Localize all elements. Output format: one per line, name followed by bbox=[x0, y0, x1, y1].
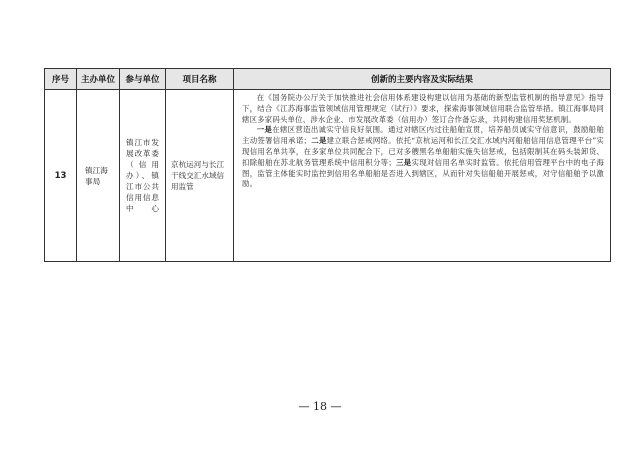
point-2-lead: 二是 bbox=[311, 136, 327, 146]
point-1-lead: 一是 bbox=[256, 125, 273, 135]
header-content: 创新的主要内容及实际结果 bbox=[234, 69, 611, 90]
header-seq: 序号 bbox=[45, 69, 77, 90]
point-3-text: 实现对信用名单实时监管。依托信用管理平台中的电子海图，监管主体能实时监控到信用名单船舶是否进入到辖区，从而针对失信船舶开展惩戒，对守信船舶予以激励。 bbox=[242, 157, 604, 189]
point-3-lead: 三是 bbox=[395, 157, 412, 167]
table-header-row bbox=[45, 69, 611, 90]
row-host: 镇江海事局 bbox=[77, 90, 120, 262]
header-participants: 参与单位 bbox=[120, 69, 166, 90]
row-participants: 镇江市发展改革委（信用办）、镇江市公共信用信息中心 bbox=[120, 90, 166, 262]
content-points bbox=[242, 125, 604, 190]
point-1-text: 在辖区营造出诚实守信良好氛围。通过对辖区内过往船舶宣贯，培养船员诚实守信意识，鼓励船舶主动签署信用承诺； bbox=[242, 125, 604, 146]
table-row bbox=[45, 90, 611, 262]
header-host: 主办单位 bbox=[77, 69, 120, 90]
project-table bbox=[44, 68, 611, 262]
row-seq: 13 bbox=[45, 90, 77, 262]
row-project: 京杭运河与长江干线交汇水域信用监管 bbox=[166, 90, 234, 262]
page-number: — 18 — bbox=[298, 400, 342, 413]
point-2-text: 建立联合惩戒网络。依托“京杭运河和长江交汇水域内河船舶信用信息管理平台”实现信用名单共享，在多家单位共同配合下，已对多艘黑名单船舶实施失信惩戒，包括限制其在码头装卸货、扣除船舶在苏北航务管理系统中信用积分等； bbox=[242, 136, 604, 167]
header-project: 项目名称 bbox=[166, 69, 234, 90]
row-content bbox=[234, 90, 611, 262]
content-intro: 在《国务院办公厅关于加快推进社会信用体系建设构建以信用为基础的新型监管机制的指导意见》指导下，结合《江苏海事监管领域信用管理规定（试行）》要求，探索海事领域信用联合监管举措。镇江海事局同辖区多家码头单位、涉水企业、市发展改革委（信用办）签订合作备忘录，共同构建信用奖惩机制。 bbox=[242, 93, 604, 124]
